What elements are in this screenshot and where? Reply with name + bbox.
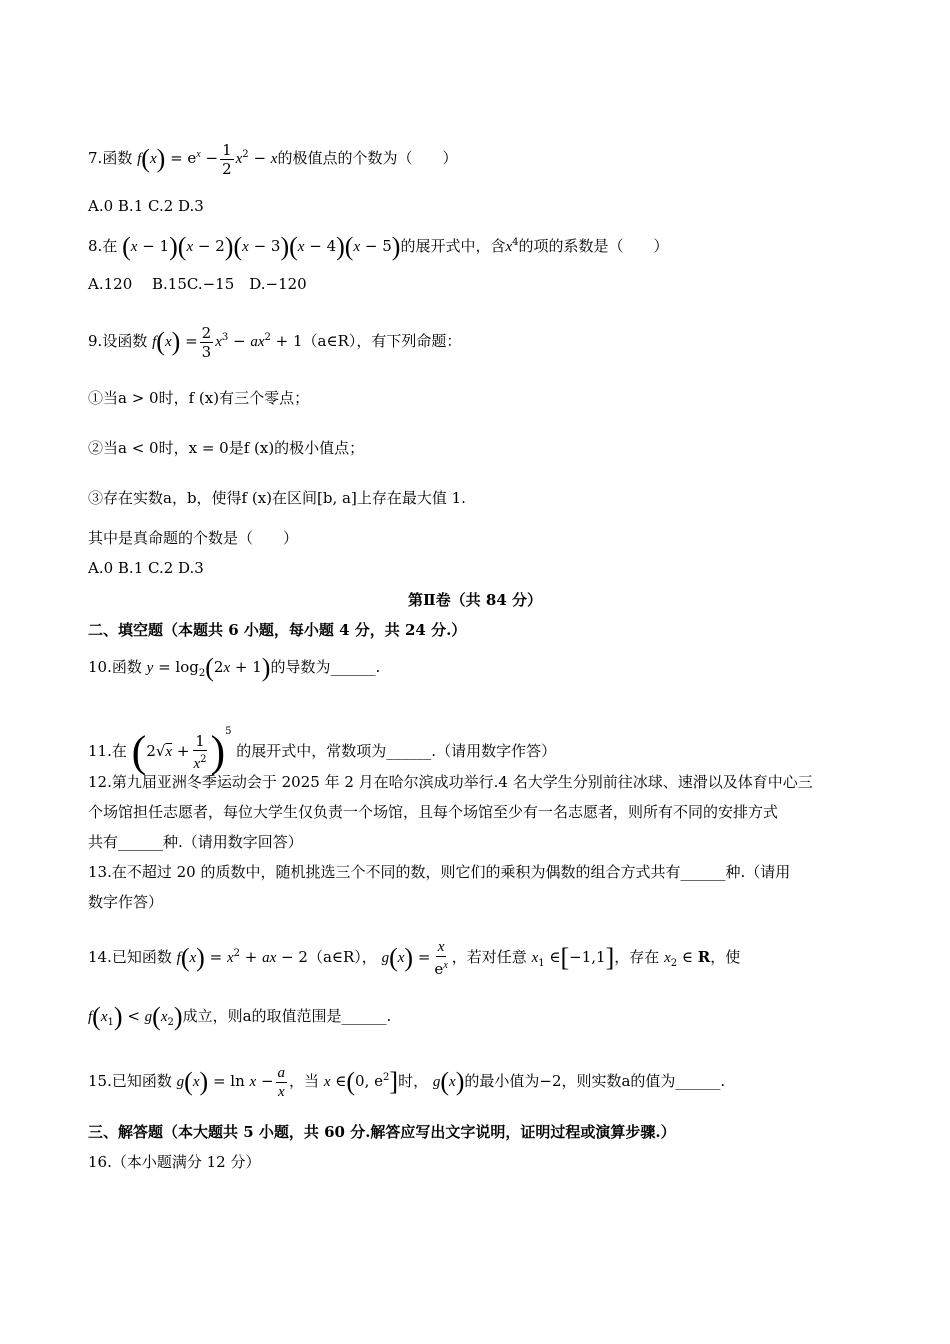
q15-mid2: 时， bbox=[398, 1072, 429, 1090]
question-10 bbox=[88, 654, 380, 680]
question-16: 16.（本小题满分 12 分） bbox=[88, 1153, 261, 1171]
q8-options: A.120 B.15C.−15 D.−120 bbox=[88, 275, 307, 293]
fill-in-section-heading: 二、填空题（本题共 6 小题，每小题 4 分，共 24 分.） bbox=[88, 621, 467, 639]
q9-formula: f(x) = $\frac{2}{3}$ $x^3 - ax^2 + 1$ bbox=[152, 323, 303, 361]
q10-number: 10. bbox=[88, 658, 112, 676]
q11-lead: 在 bbox=[111, 742, 127, 760]
q9-lead: 设函数 bbox=[102, 332, 148, 350]
q15-number: 15. bbox=[88, 1072, 112, 1090]
q15-mid: ，当 bbox=[289, 1072, 320, 1090]
question-7 bbox=[88, 140, 458, 178]
answer-section-heading: 三、解答题（本大题共 5 小题，共 60 分.解答应写出文字说明，证明过程或演算步骤.） bbox=[88, 1123, 676, 1141]
part-2-title: 第Ⅱ卷（共 84 分） bbox=[408, 591, 542, 609]
q8-mid: 的展开式中，含 bbox=[400, 237, 506, 255]
question-11 bbox=[88, 704, 557, 776]
q7-formula: $f(x) = e^x$ − $\frac{1}{2}$ $x^2 - x$ bbox=[137, 140, 278, 178]
q14-g-formula: g(x) = $\frac{x}{e^x}$ bbox=[381, 939, 448, 978]
q8-formula: (x − 1)(x − 2)(x − 3)(x − 4)(x − 5) bbox=[122, 232, 401, 261]
q14-lead: 已知函数 bbox=[111, 948, 172, 966]
q14-mid2: ，存在 bbox=[614, 948, 660, 966]
q13-line-1: 13.在不超过 20 的质数中，随机挑选三个不同的数，则它们的乘积为偶数的组合方式共有______种.（请用 bbox=[88, 863, 791, 881]
q9-number: 9. bbox=[88, 332, 103, 350]
q11-formula: (2√x + $\frac{1}{x^2}$ )$^5$ bbox=[131, 726, 232, 776]
q14-mid: ，若对任意 bbox=[451, 948, 527, 966]
q9-condition: （a∈R），有下列命题： bbox=[302, 332, 462, 350]
q10-lead: 函数 bbox=[111, 658, 142, 676]
question-8: 8.在 (x − 1)(x − 2)(x − 3)(x − 4)(x − 5)的展开式中，含$x^4$的项的系数是（ ） bbox=[88, 232, 669, 261]
q9-statement-3: ③存在实数a，b，使得f (x)在区间[b, a]上存在最大值 1. bbox=[88, 489, 466, 507]
q7-tail: 的极值点的个数为（ ） bbox=[277, 149, 458, 167]
q9-statement-1: ①当a > 0时，f (x)有三个零点； bbox=[88, 389, 310, 407]
q15-tail: 的最小值为−2，则实数a的值为______. bbox=[464, 1072, 726, 1090]
q12-line-1: 12.第九届亚洲冬季运动会于 2025 年 2 月在哈尔滨成功举行.4 名大学生分别前往冰球、速滑以及体育中心三 bbox=[88, 773, 813, 791]
q7-number: 7. bbox=[88, 149, 103, 167]
q7-options: A.0 B.1 C.2 D.3 bbox=[88, 197, 204, 215]
q8-lead: 在 bbox=[102, 237, 118, 255]
q11-tail: 的展开式中，常数项为______.（请用数字作答） bbox=[236, 742, 557, 760]
q14-condition: （a∈R）， bbox=[307, 948, 377, 966]
q8-tail: 的项的系数是（ ） bbox=[518, 237, 669, 255]
q14-f-formula: $f(x) = x^2$ + ax − 2 bbox=[176, 943, 308, 972]
q9-options: A.0 B.1 C.2 D.3 bbox=[88, 559, 204, 577]
q13-line-2: 数字作答） bbox=[88, 893, 164, 911]
q7-lead: 函数 bbox=[102, 149, 133, 167]
q14-line-2 bbox=[88, 1002, 391, 1030]
q10-tail: 的导数为______. bbox=[270, 658, 381, 676]
q14-number: 14. bbox=[88, 948, 112, 966]
question-9 bbox=[88, 318, 462, 361]
q9-statement-2: ②当a < 0时，x = 0是f (x)的极小值点； bbox=[88, 439, 365, 457]
q9-ask: 其中是真命题的个数是（ ） bbox=[88, 529, 299, 547]
q10-formula: $y = \log_2(2x + 1)$ bbox=[146, 653, 271, 682]
question-14: 14.已知函数 $f(x) = x^2$ + ax − 2（a∈R）， g(x) = $\frac{x}{e^x}$ ，若对任意 $x_1$ ∈[−1,1]，存在 $x_2$ ∈ R，使 bbox=[88, 939, 741, 978]
q15-formula: g(x) = ln x − $\frac{a}{x}$ bbox=[176, 1064, 286, 1100]
question-15: 15.已知函数 g(x) = ln x − $\frac{a}{x}$ ，当 x ∈(0, $e^2$]时， g(x)的最小值为−2，则实数a的值为______. bbox=[88, 1064, 726, 1100]
q14-line-2-tail: 成立，则a的取值范围是______. bbox=[182, 1007, 392, 1025]
q15-lead: 已知函数 bbox=[111, 1072, 172, 1090]
q8-number: 8. bbox=[88, 237, 103, 255]
q12-line-2: 个场馆担任志愿者，每位大学生仅负责一个场馆，且每个场馆至少有一名志愿者，则所有不同的安排方式 bbox=[88, 803, 779, 821]
q14-inequality: $f(x_1) < g(x_2)$ bbox=[88, 1002, 183, 1031]
q12-line-3: 共有______种.（请用数字回答） bbox=[88, 833, 303, 851]
q14-mid3: ，使 bbox=[710, 948, 741, 966]
q11-number: 11. bbox=[88, 742, 112, 760]
